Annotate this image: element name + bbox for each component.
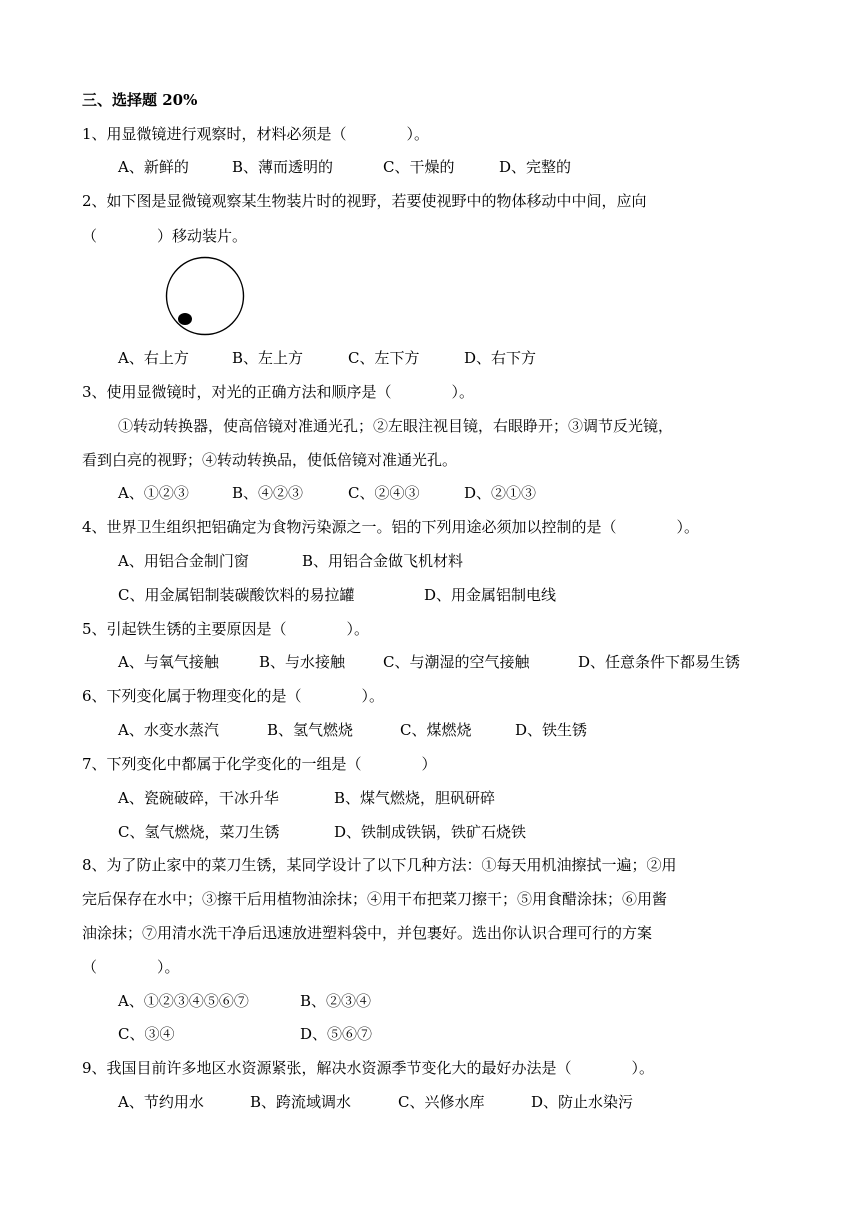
q5-option-c: C、与潮湿的空气接触 bbox=[383, 653, 530, 671]
q1-option-a: A、新鲜的 bbox=[118, 158, 189, 176]
q1-option-d: D、完整的 bbox=[499, 158, 572, 176]
q2-option-a: A、右上方 bbox=[118, 349, 189, 367]
q8-option-d: D、⑤⑥⑦ bbox=[300, 1025, 373, 1043]
q2-option-c: C、左下方 bbox=[348, 349, 420, 367]
question-3-stem: 3、使用显微镜时，对光的正确方法和顺序是（ ）。 bbox=[82, 383, 475, 401]
q6-option-c: C、煤燃烧 bbox=[400, 721, 472, 739]
question-2-stem-line2: （ ）移动装片。 bbox=[82, 227, 248, 245]
q5-option-a: A、与氧气接触 bbox=[118, 653, 219, 671]
q8-option-b: B、②③④ bbox=[300, 992, 372, 1010]
q3-option-b: B、④②③ bbox=[232, 484, 304, 502]
q8-option-c: C、③④ bbox=[118, 1025, 175, 1043]
q5-option-b: B、与水接触 bbox=[259, 653, 346, 671]
q7-option-b: B、煤气燃烧，胆矾研碎 bbox=[334, 789, 496, 807]
q5-option-d: D、任意条件下都易生锈 bbox=[578, 653, 741, 671]
q7-option-d: D、铁制成铁锅，铁矿石烧铁 bbox=[334, 823, 527, 841]
q9-option-c: C、兴修水库 bbox=[398, 1093, 485, 1111]
q8-option-a: A、①②③④⑤⑥⑦ bbox=[118, 992, 249, 1010]
field-of-view-circle bbox=[167, 258, 244, 335]
q9-option-d: D、防止水染污 bbox=[531, 1093, 634, 1111]
question-8-stem-line3: 油涂抹；⑦用清水洗干净后迅速放进塑料袋中，并包裹好。选出你认识合理可行的方案 bbox=[82, 924, 653, 942]
q3-option-d: D、②①③ bbox=[464, 484, 537, 502]
section-title: 三、选择题 20% bbox=[82, 91, 198, 109]
q4-option-d: D、用金属铝制电线 bbox=[424, 586, 557, 604]
question-8-stem-line2: 完后保存在水中；③擦干后用植物油涂抹；④用干布把菜刀擦干；⑤用食醋涂抹；⑥用酱 bbox=[82, 890, 668, 908]
question-3-detail-line1: ①转动转换器，使高倍镜对准通光孔；②左眼注视目镜，右眼睁开；③调节反光镜， bbox=[118, 417, 674, 435]
q9-option-a: A、节约用水 bbox=[118, 1093, 204, 1111]
q7-option-a: A、瓷碗破碎，干冰升华 bbox=[118, 789, 279, 807]
question-8-stem-line1: 8、为了防止家中的菜刀生锈，某同学设计了以下几种方法：①每天用机油擦拭一遍；②用 bbox=[82, 856, 677, 874]
q3-option-c: C、②④③ bbox=[348, 484, 420, 502]
q9-option-b: B、跨流域调水 bbox=[250, 1093, 352, 1111]
q2-option-b: B、左上方 bbox=[232, 349, 304, 367]
question-1-stem: 1、用显微镜进行观察时，材料必须是（ ）。 bbox=[82, 125, 430, 143]
question-7-stem: 7、下列变化中都属于化学变化的一组是（ ） bbox=[82, 755, 437, 773]
question-4-stem: 4、世界卫生组织把铝确定为食物污染源之一。铝的下列用途必须加以控制的是（ ）。 bbox=[82, 518, 700, 536]
q6-option-d: D、铁生锈 bbox=[515, 721, 588, 739]
question-8-stem-line4: （ ）。 bbox=[82, 958, 180, 976]
question-6-stem: 6、下列变化属于物理变化的是（ ）。 bbox=[82, 687, 385, 705]
question-2-stem-line1: 2、如下图是显微镜观察某生物装片时的视野，若要使视野中的物体移动中中间，应向 bbox=[82, 192, 647, 210]
q7-option-c: C、氢气燃烧，菜刀生锈 bbox=[118, 823, 280, 841]
question-9-stem: 9、我国目前许多地区水资源紧张，解决水资源季节变化大的最好办法是（ ）。 bbox=[82, 1059, 655, 1077]
q3-option-a: A、①②③ bbox=[118, 484, 189, 502]
question-3-detail-line2: 看到白亮的视野；④转动转换品，使低倍镜对准通光孔。 bbox=[82, 451, 458, 469]
q4-option-a: A、用铝合金制门窗 bbox=[118, 552, 249, 570]
q6-option-a: A、水变水蒸汽 bbox=[118, 721, 219, 739]
q6-option-b: B、氢气燃烧 bbox=[267, 721, 354, 739]
microscope-field-figure bbox=[165, 256, 245, 336]
q4-option-c: C、用金属铝制装碳酸饮料的易拉罐 bbox=[118, 586, 355, 604]
q1-option-b: B、薄而透明的 bbox=[232, 158, 334, 176]
q1-option-c: C、干燥的 bbox=[383, 158, 455, 176]
q4-option-b: B、用铝合金做飞机材料 bbox=[302, 552, 464, 570]
specimen-dot bbox=[178, 313, 192, 325]
question-5-stem: 5、引起铁生锈的主要原因是（ ）。 bbox=[82, 620, 370, 638]
q2-option-d: D、右下方 bbox=[464, 349, 537, 367]
